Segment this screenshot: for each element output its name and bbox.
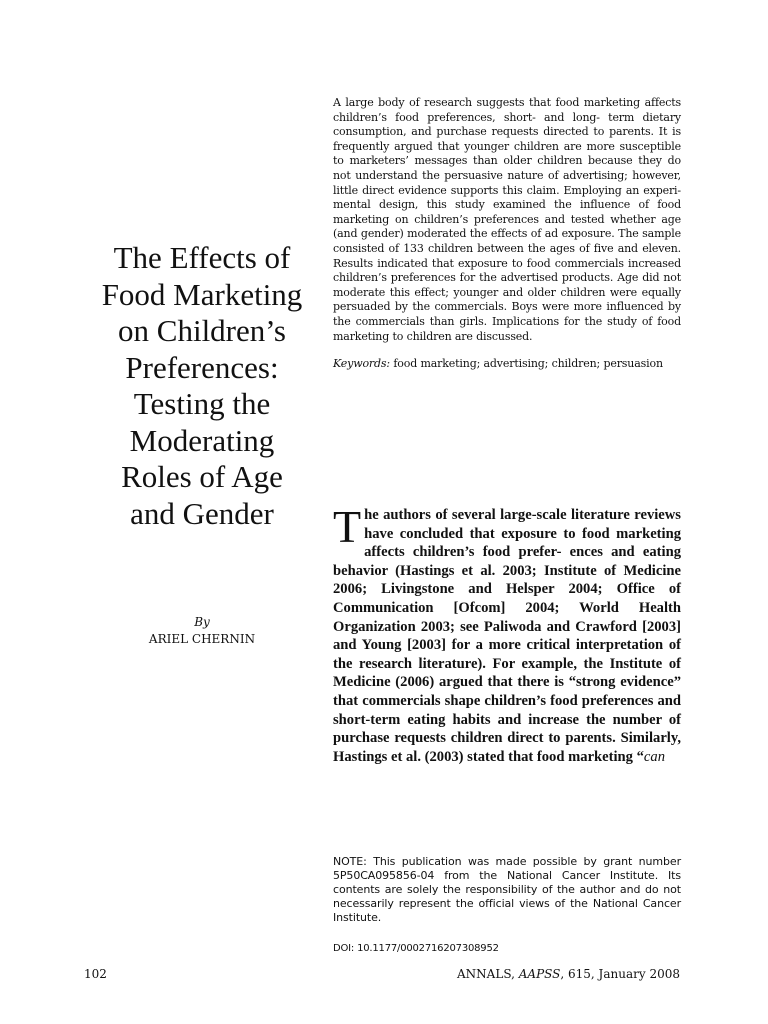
keywords-text: food marketing; advertising; children; persuasion xyxy=(393,357,663,371)
doi: DOI: 10.1177/0002716207308952 xyxy=(333,943,499,954)
author-name: ARIEL CHERNIN xyxy=(148,632,256,646)
journal-prefix: ANNALS, xyxy=(457,967,519,981)
journal-abbrev: AAPSS xyxy=(518,967,561,981)
abstract-block xyxy=(333,96,681,371)
funding-note: NOTE: This publication was made possible by grant number 5P50CA095856-04 from the National Cancer Institute. Its contents are solely the responsibility of the author and do not necessarily represent the official views of the National Cancer Institute. xyxy=(333,855,681,924)
intro-text: he authors of several large-scale literature reviews have concluded that exposure to food marketing affects children’s food prefer- ences and eating behavior (Hastings et al. 2003; Institute of Medicine 2006; Livingstone and Helsper 2004; Office of Communication [Ofcom] 2004; World Health Organization 2003; see Paliwoda and Crawford [2003] and Young [2003] for a more critical interpretation of the research literature). For example, the Institute of Medicine (2006) argued that there is “strong evidence” that commercials shape children’s food preferences and short-term eating habits and increase the number of purchase requests children direct to parents. Similarly, Hastings et al. (2003) stated that food marketing “ xyxy=(333,507,681,765)
keywords-label: Keywords: xyxy=(333,357,390,371)
article-title: The Effects of Food Marketing on Children’s Preferences: Testing the Moderating Roles of Age and Gender xyxy=(101,240,303,531)
page-number: 102 xyxy=(84,967,107,981)
keywords xyxy=(333,356,681,371)
intro-paragraph xyxy=(333,501,681,766)
drop-cap: T xyxy=(333,501,362,552)
intro-tail: can xyxy=(643,748,665,765)
byline xyxy=(96,614,308,648)
journal-suffix: , 615, January 2008 xyxy=(560,967,680,981)
abstract-text: A large body of research suggests that food marketing affects children’s food preferences, short- and long- term dietary consumption, and purchase requests directed to parents. It is frequently argued that younger children are more susceptible to marketers’ messages than older children because they do not understand the persuasive nature of advertising; however, little direct evidence supports this claim. Employing an experi- mental design, this study examined the influence of food marketing on children’s preferences and tested whether age (and gender) moderated the effects of ad exposure. The sample consisted of 133 children between the ages of five and eleven. Results indicated that exposure to food commercials increased children’s preferences for the advertised products. Age did not moderate this effect; younger and older children were equally persuaded by the commercials. Boys were more influenced by the commercials than girls. Implications for the study of food marketing to children are discussed. xyxy=(333,96,681,343)
journal-reference xyxy=(457,967,680,981)
title-block xyxy=(96,240,308,648)
by-label: By xyxy=(194,615,210,629)
